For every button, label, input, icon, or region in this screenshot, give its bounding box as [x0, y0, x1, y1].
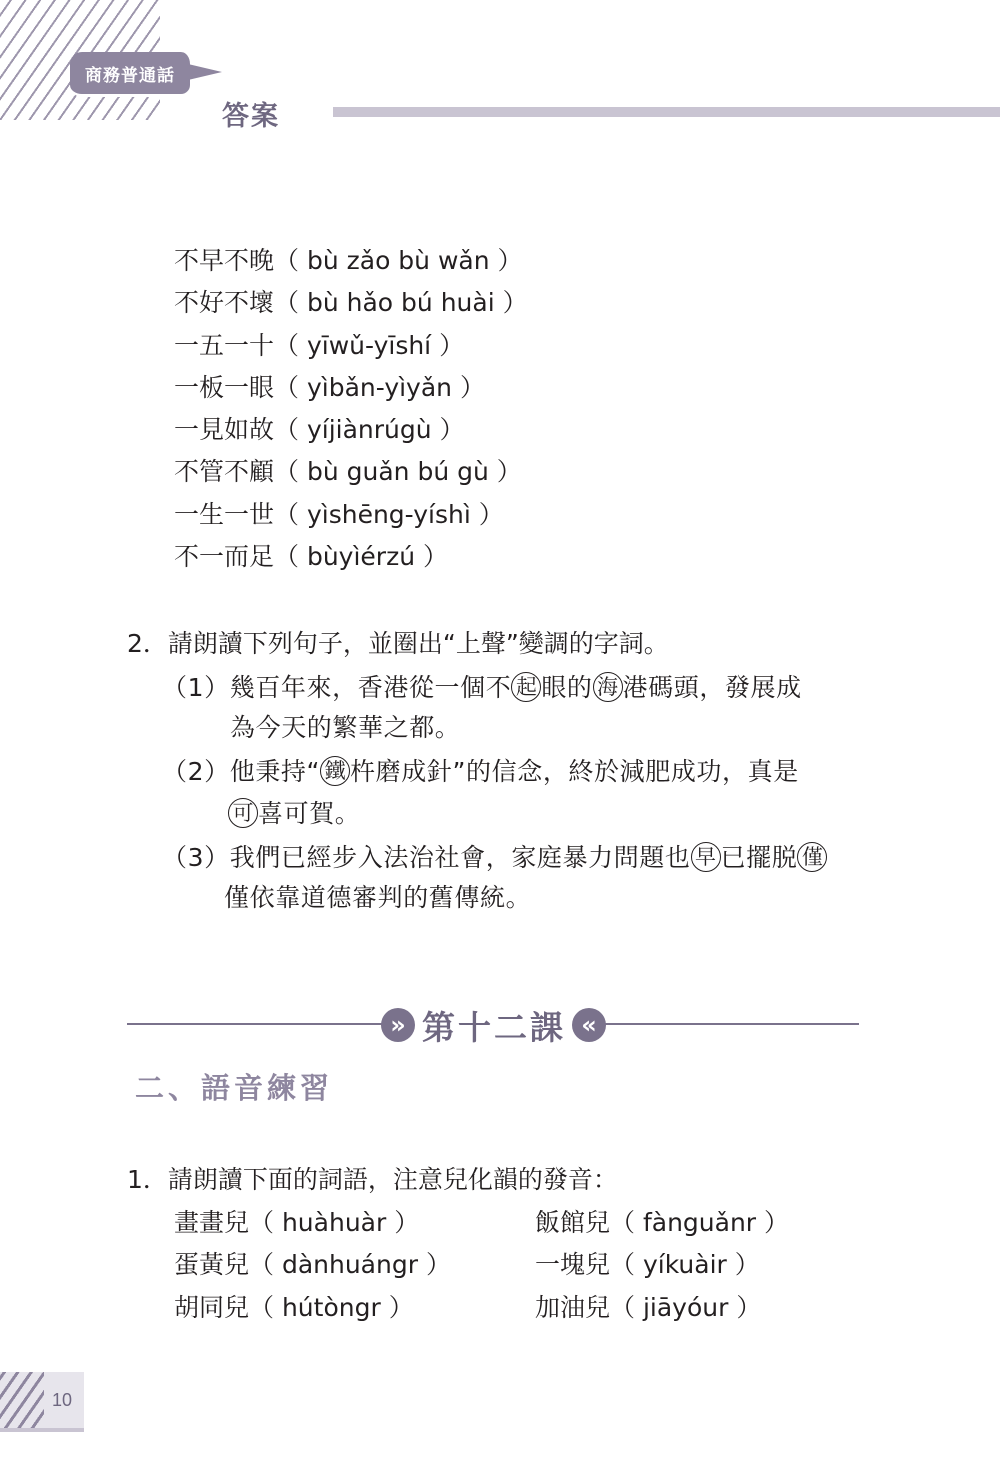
sentence-2-line-2: 可 喜可賀。: [228, 794, 360, 830]
idiom-item: 一五一十（ yīwǔ-yīshí ）: [174, 330, 465, 360]
sentence-2-line-1: （2）他秉持“ 鐵 杵磨成針”的信念，終於減肥成功，真是: [162, 757, 799, 786]
chevron-left-icon: «: [572, 1008, 606, 1042]
erhua-item: 一塊兒（ yíkuàir ）: [535, 1250, 760, 1279]
section-heading: 二、語音練習: [135, 1071, 334, 1105]
sentence-number: （2）: [162, 757, 230, 786]
circled-char: 鐵: [320, 756, 350, 786]
section-title: 答案: [222, 101, 280, 132]
badge-pointer-decoration: [188, 64, 222, 80]
lesson-rule-right: [604, 1023, 859, 1025]
exercise2-instruction: 2．請朗讀下列句子，並圈出“上聲”變調的字詞。: [127, 629, 669, 658]
sentence-1-line-1: （1）幾百年來，香港從一個不 起 眼的 海 港碼頭，發展成: [162, 673, 802, 702]
sentence-1-line-2: 為今天的繁華之都。: [230, 713, 461, 742]
idiom-item: 不早不晚（ bù zǎo bù wǎn ）: [174, 246, 523, 275]
sentence-number: （1）: [162, 673, 230, 702]
lesson-rule-left: [127, 1023, 384, 1025]
footer-stripes-decoration: [0, 1372, 44, 1428]
chevron-right-icon: »: [381, 1008, 415, 1042]
idiom-item: 一見如故（ yíjiànrúgù ）: [174, 415, 465, 445]
erhua-item: 飯館兒（ fànguǎnr ）: [535, 1208, 790, 1237]
idiom-item: 不好不壞（ bù hǎo bú huài ）: [174, 288, 528, 318]
lesson-title: 第十二課: [422, 1008, 566, 1047]
sentence-number: （3）: [162, 843, 230, 872]
sentence-3-line-2: 僅依靠道德審判的舊傳統。: [224, 883, 532, 912]
book-label-badge: [70, 52, 193, 97]
book-label: 商務普通話: [85, 65, 175, 86]
idiom-item: 不一而足（ bùyìérzú ）: [174, 542, 448, 572]
circled-char: 起: [511, 672, 541, 702]
erhua-item: 蛋黃兒（ dànhuángr ）: [174, 1250, 451, 1279]
idiom-item: 一生一世（ yìshēng-yíshì ）: [174, 499, 504, 529]
circled-char: 海: [593, 672, 623, 702]
idiom-item: 不管不顧（ bù guǎn bú gù ）: [174, 457, 522, 487]
erhua-item: 加油兒（ jiāyóur ）: [535, 1293, 762, 1322]
sentence-3-line-1: （3）我們已經步入法治社會，家庭暴力問題也 早 已擺脱 僅: [162, 838, 827, 874]
idiom-item: 一板一眼（ yìbǎn-yìyǎn ）: [174, 372, 485, 402]
idiom-list: [174, 240, 528, 578]
exercise1-instruction: 1．請朗讀下面的詞語，注意兒化韻的發音：: [127, 1165, 618, 1194]
erhua-item: 畫畫兒（ huàhuàr ）: [174, 1208, 420, 1237]
circled-char: 可: [228, 798, 258, 828]
header-rule: [333, 107, 1000, 117]
page-number: 10: [52, 1390, 73, 1410]
circled-char: 僅: [797, 842, 827, 872]
erhua-item: 胡同兒（ hútòngr ）: [174, 1293, 414, 1322]
circled-char: 早: [691, 842, 721, 872]
